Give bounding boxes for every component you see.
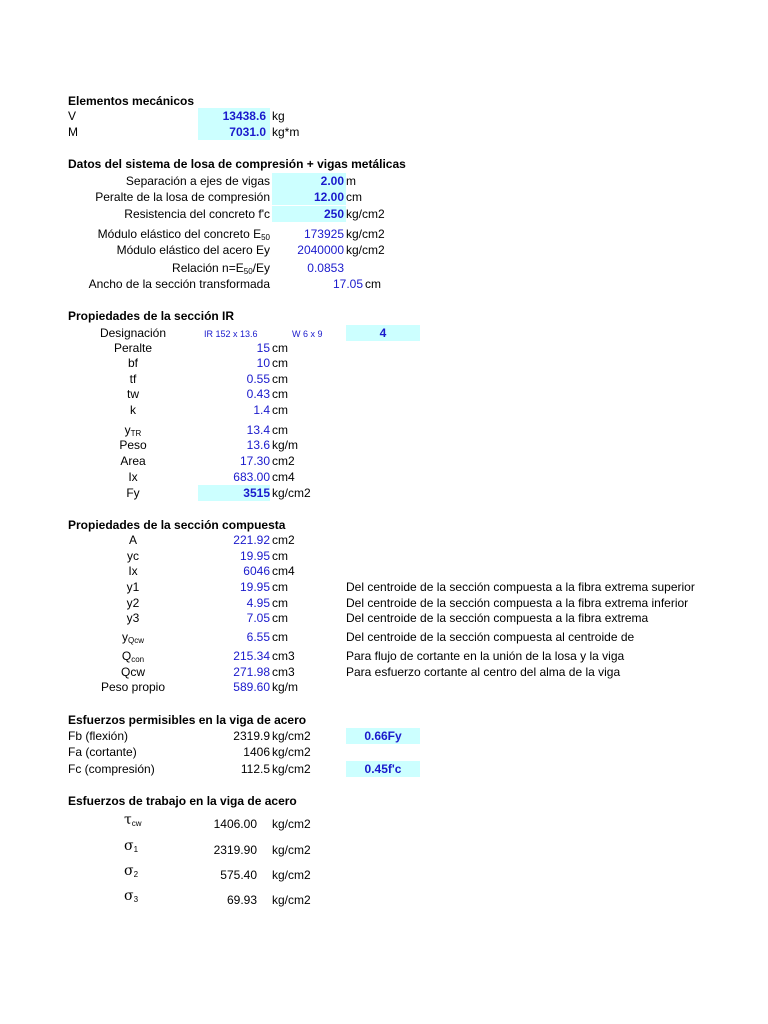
permisible-row-unit: kg/cm2 <box>272 762 311 776</box>
compuesta-row-label: yc <box>127 549 139 563</box>
datos-row-label: Peralte de la losa de compresión <box>95 190 270 204</box>
v-label: V <box>68 109 77 123</box>
ir-row-label: tw <box>127 387 139 401</box>
compuesta-row-note: Del centroide de la sección compuesta al centroide de <box>346 630 635 644</box>
ir-row-label: Peralte <box>113 341 153 355</box>
trabajo-row-unit: kg/cm2 <box>272 817 311 831</box>
datos-row-label: Separación a ejes de vigas <box>125 174 270 188</box>
compuesta-row-label: Qcw <box>121 665 145 679</box>
compuesta-row-value: 271.98 <box>233 665 270 679</box>
permisible-row-label: Fa (cortante) <box>68 745 137 759</box>
compuesta-row-note: Del centroide de la sección compuesta a la fibra extrema <box>346 611 649 625</box>
compuesta-row-unit: cm3 <box>272 649 295 663</box>
ir-row-unit: cm <box>272 372 288 386</box>
datos-row-label: Relación $n=E_{50}/Ey$ <box>172 261 270 276</box>
ir-row-label: Peso <box>119 438 147 452</box>
m-label: M <box>68 125 78 139</box>
ir-row-unit: cm <box>272 403 288 417</box>
datos-row-value: 2040000 <box>297 243 344 257</box>
ir-row-value: 17.30 <box>239 454 270 468</box>
trabajo-row-unit: kg/cm2 <box>272 843 311 857</box>
designacion-w: W 6 x 9 <box>292 329 323 339</box>
compuesta-row-unit: cm <box>272 596 288 610</box>
ir-row-label: k <box>130 403 136 417</box>
compuesta-row-label: $y_{Qcw}$ <box>122 630 144 645</box>
compuesta-row-note: Para esfuerzo cortante al centro del alma de la viga <box>346 665 621 679</box>
compuesta-row-unit: cm2 <box>272 533 295 547</box>
compuesta-row-value: 221.92 <box>233 533 270 547</box>
datos-row-value[interactable]: 2.00 <box>320 174 344 188</box>
ir-row-unit: cm <box>272 423 288 437</box>
ir-row-label: Fy <box>126 486 140 500</box>
compuesta-row-label: Ix <box>128 564 138 578</box>
trabajo-row-symbol: $\sigma_3$ <box>124 888 139 904</box>
trabajo-row-value: 69.93 <box>226 893 257 907</box>
v-value[interactable]: 13438.6 <box>222 109 266 123</box>
compuesta-row-label: $Q_{con}$ <box>121 649 145 664</box>
section-header-ir: Propiedades de la sección IR <box>68 309 235 323</box>
compuesta-row-value: 215.34 <box>233 649 270 663</box>
v-unit: kg <box>272 109 285 123</box>
permisible-row-unit: kg/cm2 <box>272 729 311 743</box>
ir-row-label: Area <box>120 454 146 468</box>
compuesta-row-value: 6046 <box>243 564 270 578</box>
compuesta-row-label: y1 <box>126 580 140 594</box>
ir-row-value: 15 <box>256 341 270 355</box>
section-header-compuesta: Propiedades de la sección compuesta <box>68 518 286 532</box>
permisible-row-label: Fc (compresión) <box>68 762 155 776</box>
datos-row-label: Módulo elástico del concreto $E_{50}$ <box>97 227 270 242</box>
compuesta-row-unit: cm <box>272 580 288 594</box>
compuesta-row-unit: cm3 <box>272 665 295 679</box>
compuesta-row-unit: cm <box>272 611 288 625</box>
ir-row-label: bf <box>127 356 138 370</box>
compuesta-row-value: 19.95 <box>239 549 270 563</box>
ir-row-value: 0.43 <box>246 387 270 401</box>
permisible-row-tag[interactable]: 0.45f'c <box>364 762 402 776</box>
compuesta-row-value: 6.55 <box>246 630 270 644</box>
ir-row-unit: kg/cm2 <box>272 486 311 500</box>
datos-row-label: Módulo elástico del acero Ey <box>116 243 270 257</box>
compuesta-row-value: 4.95 <box>246 596 270 610</box>
ir-row-unit: cm <box>272 387 288 401</box>
designacion-label: Designación <box>99 326 167 340</box>
datos-row-value[interactable]: 250 <box>323 207 344 221</box>
ir-row-value: 13.6 <box>246 438 270 452</box>
datos-row-unit: cm <box>365 277 381 291</box>
ir-row-value: 683.00 <box>233 470 270 484</box>
trabajo-row-value: 575.40 <box>220 868 257 882</box>
datos-row-value: 0.0853 <box>307 261 344 275</box>
compuesta-row-label: y3 <box>126 611 140 625</box>
datos-row-value[interactable]: 12.00 <box>313 190 344 204</box>
trabajo-row-unit: kg/cm2 <box>272 868 311 882</box>
section-header-elementos: Elementos mecánicos <box>68 94 195 108</box>
trabajo-row-symbol: $\tau_{cw}$ <box>124 812 142 828</box>
compuesta-row-label: y2 <box>126 596 140 610</box>
m-unit: kg*m <box>272 125 300 139</box>
compuesta-row-unit: kg/m <box>272 680 299 694</box>
trabajo-row-symbol: $\sigma_2$ <box>124 863 139 879</box>
compuesta-row-note: Para flujo de cortante en la unión de la losa y la viga <box>346 649 625 663</box>
ir-row-unit: kg/m <box>272 438 299 452</box>
datos-row-unit: kg/cm2 <box>346 207 385 221</box>
compuesta-row-unit: cm <box>272 549 288 563</box>
ir-row-unit: cm4 <box>272 470 295 484</box>
permisible-row-value: 112.5 <box>240 762 270 776</box>
compuesta-row-label: A <box>128 533 137 547</box>
ir-row-label: $y_{TR}$ <box>124 423 142 438</box>
trabajo-row-unit: kg/cm2 <box>272 893 311 907</box>
compuesta-row-value: 589.60 <box>233 680 270 694</box>
permisible-row-tag[interactable]: 0.66Fy <box>364 729 402 743</box>
ir-row-unit: cm <box>272 341 288 355</box>
ir-row-unit: cm <box>272 356 288 370</box>
ir-row-value[interactable]: 3515 <box>243 486 270 500</box>
ir-row-value: 13.4 <box>246 423 270 437</box>
compuesta-row-value: 19.95 <box>239 580 270 594</box>
compuesta-row-unit: cm4 <box>272 564 295 578</box>
permisible-row-unit: kg/cm2 <box>272 745 311 759</box>
ir-row-value: 0.55 <box>246 372 270 386</box>
datos-row-unit: kg/cm2 <box>346 227 385 241</box>
compuesta-row-unit: cm <box>272 630 288 644</box>
datos-row-unit: cm <box>346 190 362 204</box>
datos-row-value: 17.05 <box>332 277 363 291</box>
datos-row-unit: kg/cm2 <box>346 243 385 257</box>
datos-row-label: Ancho de la sección transformada <box>88 277 270 291</box>
ir-row-value: 1.4 <box>253 403 270 417</box>
ir-row-value: 10 <box>256 356 270 370</box>
permisible-row-value: 2319.9 <box>233 729 270 743</box>
ir-row-label: Ix <box>128 470 138 484</box>
m-value[interactable]: 7031.0 <box>229 125 266 139</box>
trabajo-row-value: 1406.00 <box>213 817 257 831</box>
section-header-datos: Datos del sistema de losa de compresión + vigas metálicas <box>68 157 406 171</box>
ir-row-unit: cm2 <box>272 454 295 468</box>
datos-row-label: Resistencia del concreto f'c <box>124 207 270 221</box>
datos-row-unit: m <box>346 174 356 188</box>
compuesta-row-note: Del centroide de la sección compuesta a la fibra extrema inferior <box>346 596 689 610</box>
trabajo-row-symbol: $\sigma_1$ <box>124 838 139 854</box>
compuesta-row-value: 7.05 <box>246 611 270 625</box>
compuesta-row-note: Del centroide de la sección compuesta a la fibra extrema superior <box>346 580 695 594</box>
permisible-row-value: 1406 <box>243 745 270 759</box>
designacion-ir: IR 152 x 13.6 <box>204 329 258 339</box>
datos-row-value: 173925 <box>303 227 344 241</box>
ir-row-label: tf <box>129 372 137 386</box>
trabajo-row-value: 2319.90 <box>213 843 257 857</box>
designacion-number[interactable]: 4 <box>379 326 387 340</box>
permisible-row-label: Fb (flexión) <box>68 729 129 743</box>
section-header-trabajo: Esfuerzos de trabajo en la viga de acero <box>68 794 297 808</box>
compuesta-row-label: Peso propio <box>100 680 166 694</box>
section-header-permisibles: Esfuerzos permisibles en la viga de acero <box>68 713 307 727</box>
